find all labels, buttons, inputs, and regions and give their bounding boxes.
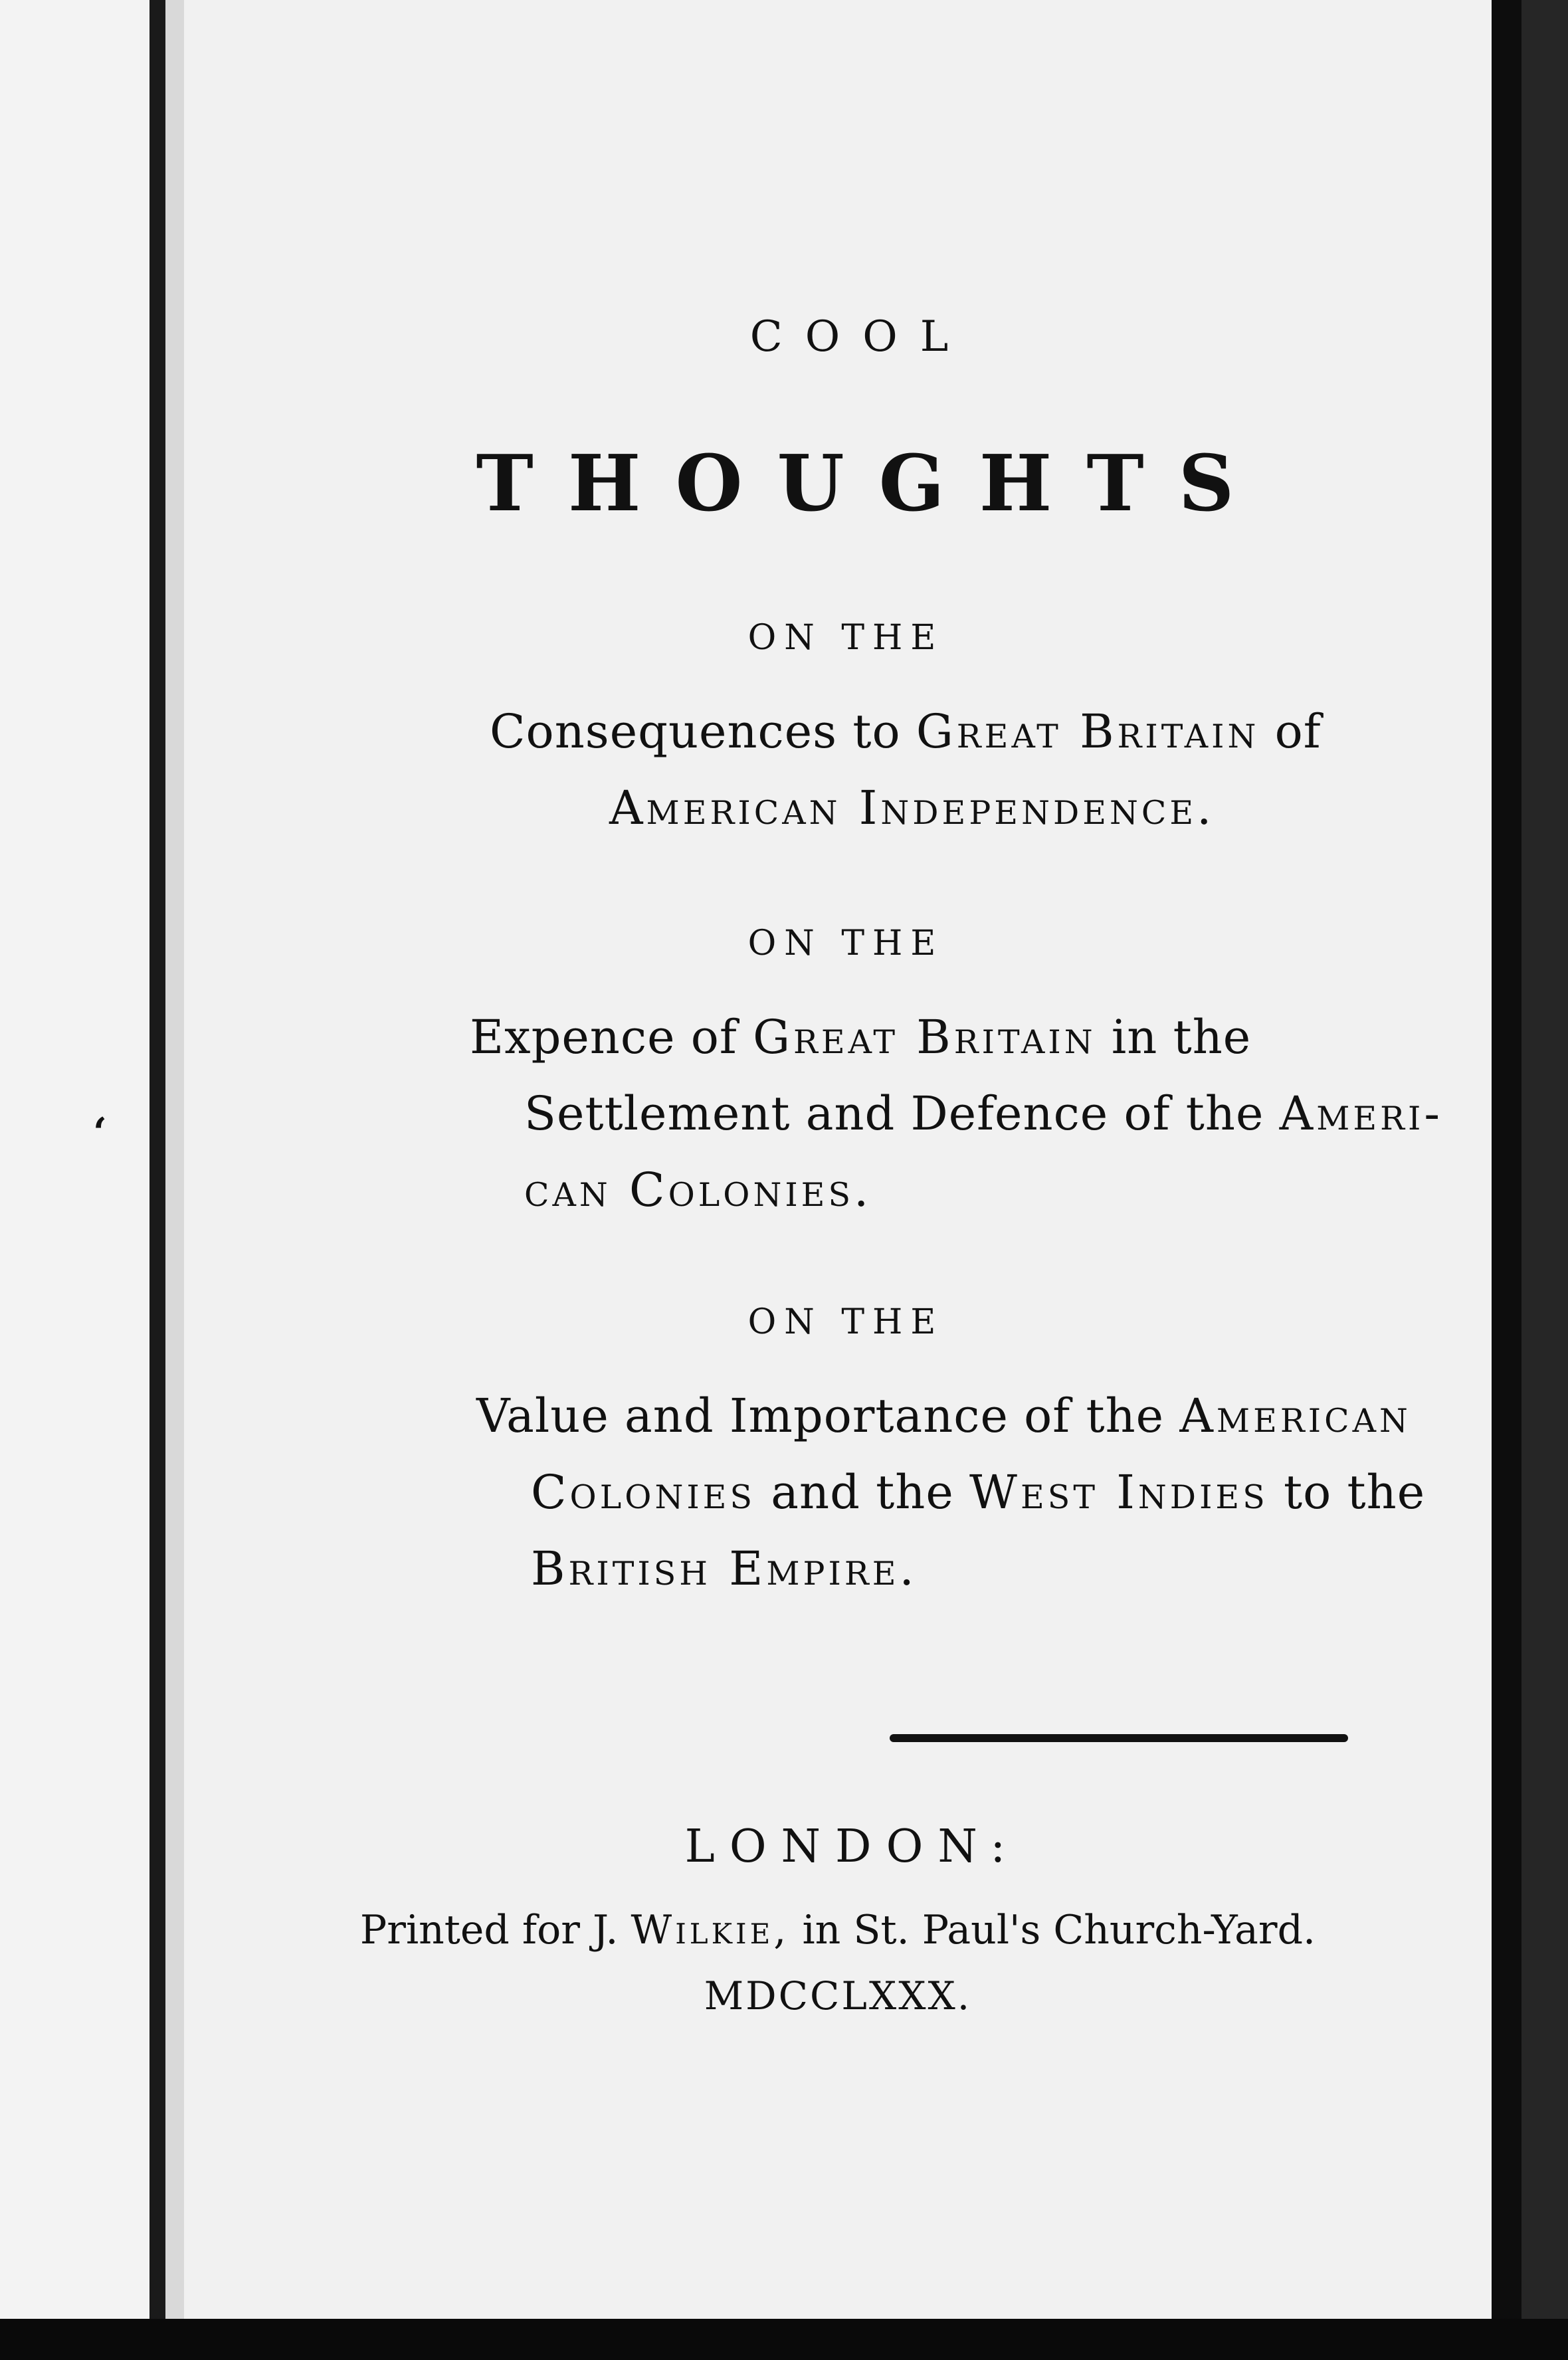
text-span: in St. Paul's Church-Yard. [789,1907,1316,1953]
text-span: to the [1268,1465,1426,1520]
section-heading-2: ON THE [747,924,944,963]
text-span-small-caps: Great Britain [753,1010,1096,1064]
next-page-strip [1521,0,1568,2360]
text-span: of [1259,704,1322,759]
text-span-small-caps: Wilkie, [631,1907,790,1953]
text-span: Expence of [470,1010,753,1064]
text-span: and the [755,1465,970,1520]
bottom-edge-shadow [0,2319,1568,2360]
page-edge-shadow [1492,0,1521,2360]
text-span: Value and Importance of the [476,1389,1180,1443]
text-span: in the [1096,1010,1252,1064]
title-word-cool: COOL [749,312,971,361]
imprint-printer [184,1907,1492,1953]
text-span-small-caps: Ameri- [1279,1086,1444,1141]
text-span-small-caps: Colonies [531,1465,756,1520]
section3-line2 [531,1465,1425,1520]
text-span-small-caps: American [1179,1389,1411,1443]
section2-line3: can Colonies. [524,1163,872,1217]
book-gutter [149,0,165,2360]
section3-line1 [476,1389,1411,1443]
section-heading-1: ON THE [747,618,944,658]
facing-page-mark: ʻ [93,1110,107,1156]
text-span-small-caps: West Indies [969,1465,1268,1520]
title-word-thoughts: THOUGHTS [476,439,1269,529]
divider-rule [890,1734,1348,1742]
section3-line3: British Empire. [531,1541,918,1596]
section1-line2: American Independence. [609,781,1215,835]
text-span: Settlement and Defence of the [524,1086,1280,1141]
title-page [184,0,1492,2319]
section2-line1 [470,1010,1251,1064]
facing-page-fragment [0,0,149,2360]
imprint-date: MDCCLXXX. [704,1973,972,2018]
text-span-small-caps: Great Britain [916,704,1260,759]
section1-line1 [490,704,1322,759]
imprint-city: LONDON: [684,1820,1021,1873]
text-span: Consequences to [490,704,916,759]
section2-line2 [524,1086,1443,1141]
gutter-shadow [165,0,184,2360]
text-span: Printed for J. [359,1907,631,1953]
section-heading-3: ON THE [747,1302,944,1342]
